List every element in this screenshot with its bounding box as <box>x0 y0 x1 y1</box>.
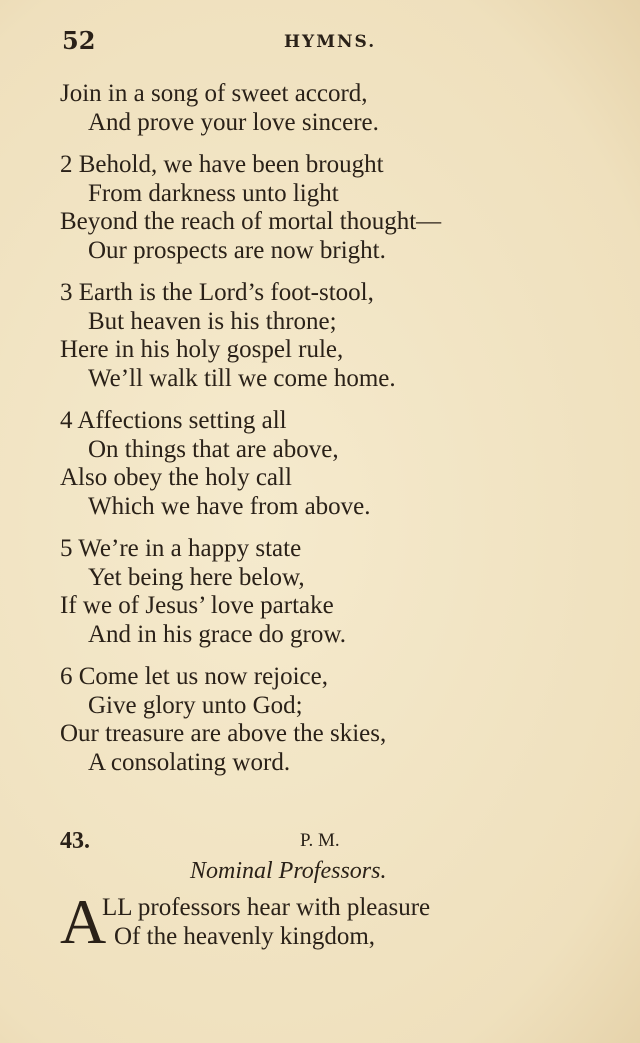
verse-line: 4 Affections setting all <box>60 407 287 434</box>
verse-line: 6 Come let us now rejoice, <box>60 663 328 690</box>
verse-line: 5 We’re in a happy state <box>60 535 302 562</box>
verse-line: And prove your love sincere. <box>88 108 379 136</box>
verse-line: Our treasure are above the skies, <box>60 720 387 747</box>
verse-line: And in his grace do grow. <box>88 620 347 648</box>
verse-line: If we of Jesus’ love partake <box>60 592 334 619</box>
verse-line: Beyond the reach of mortal thought— <box>60 208 442 235</box>
verse-line: Yet being here below, <box>88 563 305 591</box>
verse-line: From darkness unto light <box>88 179 339 207</box>
verse-line: 3 Earth is the Lord’s foot-stool, <box>60 279 374 306</box>
verse-line: Join in a song of sweet accord, <box>60 80 368 107</box>
stanza <box>60 663 580 777</box>
hymn-number: 43. <box>60 828 90 854</box>
stanza <box>60 535 580 649</box>
stanza <box>60 279 580 393</box>
stanza <box>60 80 580 137</box>
stanza <box>60 151 580 265</box>
verse-line: Give glory unto God; <box>88 691 303 719</box>
verse-line: We’ll walk till we come home. <box>88 364 396 392</box>
hymn-title: Nominal Professors. <box>190 858 387 884</box>
hymn-text <box>60 80 580 791</box>
page-number: 52 <box>62 26 96 55</box>
page-header <box>62 26 562 56</box>
running-title: HYMNS. <box>284 32 377 52</box>
verse-line: Also obey the holy call <box>60 464 292 491</box>
verse-line: Which we have from above. <box>88 492 371 520</box>
verse-line: 2 Behold, we have been brought <box>60 151 384 178</box>
hymn-meter: P. M. <box>300 830 340 851</box>
verse-line: Our prospects are now bright. <box>88 236 386 264</box>
drop-cap: A <box>60 886 107 957</box>
verse-line: But heaven is his throne; <box>88 307 337 335</box>
stanza <box>60 407 580 521</box>
verse-line: Here in his holy gospel rule, <box>60 336 344 363</box>
verse-line: Of the heavenly kingdom, <box>114 923 376 950</box>
verse-line: On things that are above, <box>88 435 339 463</box>
verse-line: A consolating word. <box>88 748 291 776</box>
verse-line: LL professors hear with pleasure <box>102 894 431 921</box>
